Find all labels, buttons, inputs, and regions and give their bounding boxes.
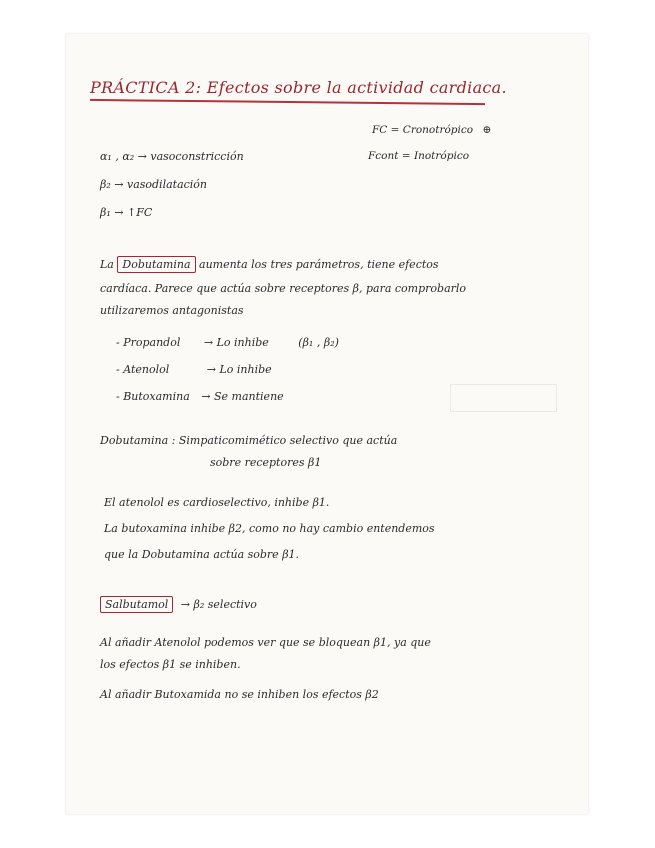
salbutamol-line — [100, 598, 257, 611]
antagonist-note: (β₁ , β₂) — [298, 336, 339, 349]
dobutamina-box: Dobutamina — [117, 256, 195, 273]
antagonist-name: - Atenolol — [116, 363, 170, 376]
antagonist-name: - Butoxamina — [116, 390, 190, 403]
arrow-icon: → — [201, 390, 211, 403]
antagonist-butoxamina — [116, 390, 284, 403]
note-fcont: Fcont = Inotrópico — [368, 150, 470, 162]
salbutamol-note3: Al añadir Butoxamida no se inhiben los efectos β2 — [100, 688, 379, 701]
note-fc-text: FC = Cronotrópico — [372, 124, 474, 136]
dobutamina-line1-rest: aumenta los tres parámetros, tiene efectos — [199, 258, 439, 271]
antagonist-effect: Lo inhibe — [219, 363, 272, 376]
note-fc — [372, 124, 491, 136]
receptor-beta1: β₁ → ↑FC — [100, 206, 153, 219]
arrow-icon: → — [203, 336, 214, 349]
arrow-icon: → — [206, 363, 216, 376]
conclusion-line3: que la Dobutamina actúa sobre β1. — [104, 548, 300, 561]
circled-plus-icon: ⊕ — [482, 124, 492, 136]
dobutamina-line3: utilizaremos antagonistas — [100, 304, 244, 317]
page-title: PRÁCTICA 2: Efectos sobre la actividad cardiaca. — [90, 78, 507, 97]
definition-line2: sobre receptores β1 — [210, 456, 322, 469]
antagonist-effect: Se mantiene — [214, 390, 284, 403]
definition-line1: Dobutamina : Simpaticomimético selectivo que actúa — [100, 434, 398, 447]
salbutamol-box: Salbutamol — [100, 596, 173, 613]
receptor-alpha: α₁ , α₂ → vasoconstricción — [100, 150, 244, 163]
dobutamina-line1 — [100, 258, 439, 271]
faint-box — [450, 384, 557, 412]
antagonist-name: - Propandol — [116, 336, 181, 349]
conclusion-line1: El atenolol es cardioselectivo, inhibe β1. — [104, 496, 330, 509]
conclusion-line2: La butoxamina inhibe β2, como no hay cambio entendemos — [104, 522, 435, 535]
salbutamol-note1: Al añadir Atenolol podemos ver que se bloquean β1, ya que — [100, 636, 431, 649]
antagonist-propandol — [116, 336, 339, 349]
dobutamina-line2: cardíaca. Parece que actúa sobre receptores β, para comprobarlo — [100, 282, 467, 295]
receptor-beta2: β₂ → vasodilatación — [100, 178, 208, 191]
antagonist-effect: Lo inhibe — [216, 336, 269, 349]
la-word: La — [100, 258, 114, 271]
salbutamol-rest: → β₂ selectivo — [180, 598, 257, 611]
salbutamol-note2: los efectos β1 se inhiben. — [100, 658, 241, 671]
antagonist-atenolol — [116, 363, 272, 376]
